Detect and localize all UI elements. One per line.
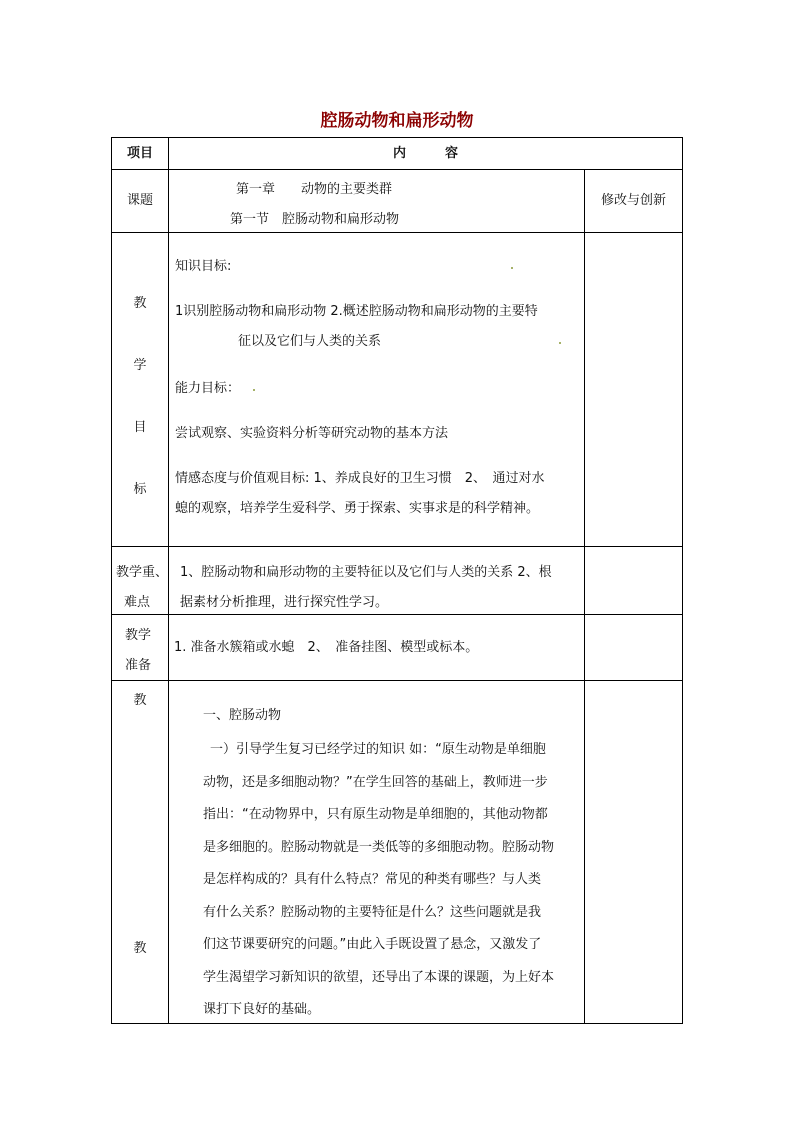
objectives-label-char: 标 <box>133 482 147 497</box>
revision-label: 修改与创新 <box>600 193 666 209</box>
preparation-text: 1. 准备水簇箱或水螅 2、 准备挂图、模型或标本。 <box>174 640 479 655</box>
objectives-label-char: 目 <box>133 420 147 435</box>
topic-label: 课题 <box>126 193 153 209</box>
process-heading: 一、腔肠动物 <box>203 708 282 723</box>
process-label-char: 教 <box>133 941 147 956</box>
objectives-label-char: 教 <box>133 296 147 311</box>
topic-section: 第一节 腔肠动物和扁形动物 <box>230 212 400 227</box>
key-points-label: 难点 <box>124 595 151 610</box>
topic-chapter: 第一章 动物的主要类群 <box>236 182 393 197</box>
knowledge-line: 1识别腔肠动物和扁形动物 2.概述腔肠动物和扁形动物的主要特 <box>175 304 538 319</box>
process-line: 有什么关系？腔肠动物的主要特征是什么？这些问题就是我 <box>203 904 542 920</box>
emotion-line: 情感态度与价值观目标: 1、养成良好的卫生习惯 2、 通过对水 <box>175 471 545 486</box>
process-line: 动物，还是多细胞动物？”在学生回答的基础上，教师进一步 <box>203 774 548 790</box>
process-line: 学生渴望学习新知识的欲望，还导出了本课的课题，为上好本 <box>203 969 555 985</box>
header-content: 内 容 <box>392 145 458 161</box>
page-title: 腔肠动物和扁形动物 <box>320 111 474 131</box>
process-line: 指出：“在动物界中，只有原生动物是单细胞的，其他动物都 <box>203 807 548 822</box>
key-points-line: 据素材分析推理，进行探究性学习。 <box>180 595 389 610</box>
knowledge-title: 知识目标: <box>175 259 232 274</box>
scan-dot <box>559 342 561 344</box>
key-points-label: 教学重、 <box>116 565 169 580</box>
objectives-label-char: 学 <box>133 358 147 373</box>
ability-text: 尝试观察、实验资料分析等研究动物的基本方法 <box>175 426 449 441</box>
process-line: 是多细胞的。腔肠动物就是一类低等的多细胞动物。腔肠动物 <box>203 839 555 855</box>
process-label-char: 教 <box>133 693 147 708</box>
scan-dot <box>511 267 513 269</box>
preparation-label: 准备 <box>125 658 152 673</box>
scan-dot <box>253 389 255 391</box>
header-item: 项目 <box>126 145 153 161</box>
process-line: 一）引导学生复习已经学过的知识 如：“原生动物是单细胞 <box>210 742 546 757</box>
process-line: 们这节课要研究的问题。”由此入手既设置了悬念，又激发了 <box>203 937 542 952</box>
knowledge-line: 征以及它们与人类的关系 <box>238 334 382 349</box>
key-points-line: 1、腔肠动物和扁形动物的主要特征以及它们与人类的关系 2、根 <box>180 565 552 580</box>
process-line: 是怎样构成的？具有什么特点？常见的种类有哪些？与人类 <box>203 872 542 887</box>
preparation-label: 教学 <box>125 628 152 643</box>
emotion-line: 螅的观察，培养学生爱科学、勇于探索、实事求是的科学精神。 <box>175 501 540 516</box>
process-line: 课打下良好的基础。 <box>203 1002 321 1017</box>
ability-title: 能力目标： <box>175 381 241 396</box>
